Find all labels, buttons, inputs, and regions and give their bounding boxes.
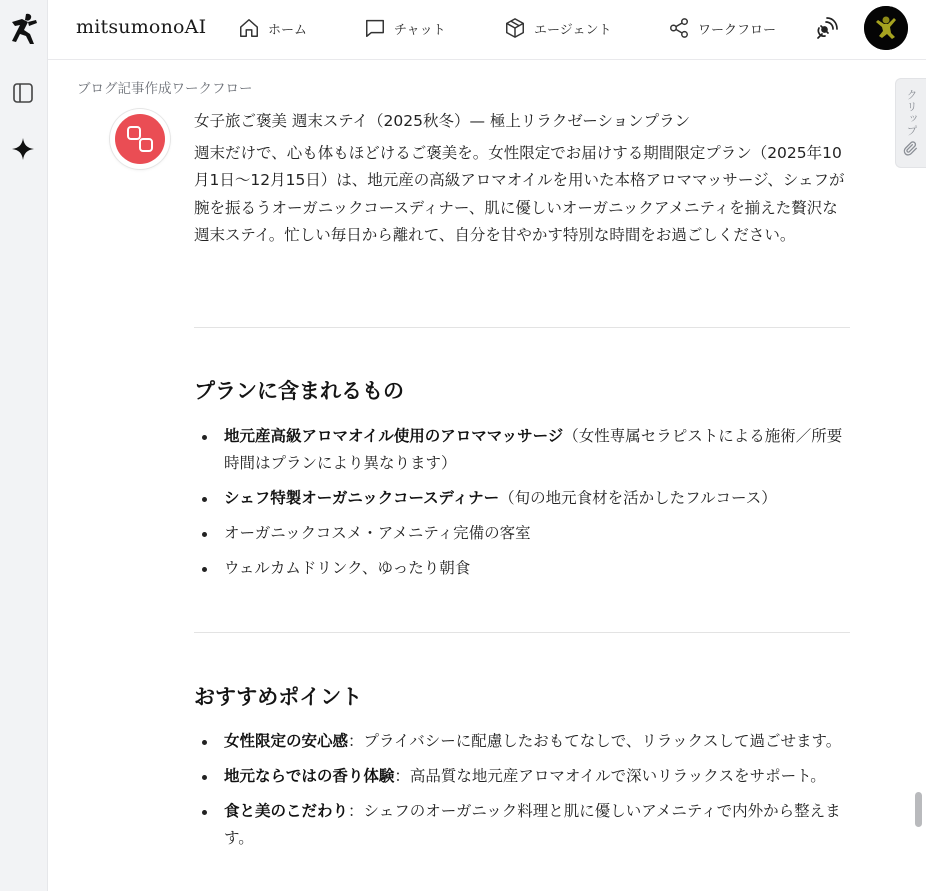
scrollbar-thumb[interactable]	[915, 792, 922, 827]
top-header	[48, 0, 926, 60]
nav-chat[interactable]	[364, 16, 446, 40]
clip-tab[interactable]	[895, 78, 926, 168]
brand-name[interactable]: mitsumonoAI	[76, 16, 207, 38]
clip-tab-label: クリップ	[905, 89, 918, 137]
list-item-bold: シェフ特製オーガニックコースディナー	[224, 489, 500, 507]
message-title: 女子旅ご褒美 週末ステイ（2025秋冬）— 極上リラクゼーションプラン	[194, 112, 691, 130]
satellite-icon[interactable]	[814, 16, 838, 42]
list-item	[194, 520, 850, 547]
list-item-text: ：高品質な地元産アロマオイルで深いリラックスをサポート。	[394, 767, 826, 785]
list-item	[194, 423, 850, 477]
scrollbar-track[interactable]	[911, 170, 926, 891]
share-nodes-icon	[668, 17, 690, 39]
message-body: 週末だけで、心も体もほどけるご褒美を。女性限定でお届けする期間限定プラン（2025年10月1日〜12月15日）は、地元産の高級アロマオイルを用いた本格アロママッサージ、シェフが腕を振るうオーガニックコースディナー、肌に優しいオーガニックアメニティを揃えた贅沢な週末ステイ。忙しい毎日から離れて、自分を甘やかす特別な時間をお過ごしください。	[194, 143, 845, 244]
recommend-list	[194, 728, 850, 860]
nav-workflow-label: ワークフロー	[698, 22, 777, 38]
avatar-figure-icon	[864, 6, 908, 50]
list-item-bold: 地元ならではの香り体験	[224, 767, 395, 785]
nav-home-label: ホーム	[268, 22, 308, 38]
breadcrumb[interactable]: ブログ記事作成ワークフロー	[77, 81, 253, 97]
list-item-text: （旬の地元食材を活かしたフルコース）	[499, 489, 777, 507]
section-heading-recommend: おすすめポイント	[194, 685, 363, 709]
nav-chat-label: チャット	[394, 22, 446, 38]
list-item	[194, 555, 850, 582]
assistant-message	[194, 108, 850, 250]
list-item-text: オーガニックコスメ・アメニティ完備の客室	[224, 524, 531, 542]
list-item-text: ：プライバシーに配慮したおもてなしで、リラックスして過ごせます。	[348, 732, 842, 750]
cube-icon	[504, 17, 526, 39]
list-item	[194, 763, 850, 790]
chat-icon	[364, 17, 386, 39]
home-icon	[238, 17, 260, 39]
nav-workflow[interactable]	[668, 16, 776, 40]
nav-agent-label: エージェント	[534, 22, 612, 38]
list-item	[194, 728, 850, 755]
section-divider	[194, 632, 850, 633]
section-heading-included: プランに含まれるもの	[194, 379, 404, 403]
runner-logo-icon[interactable]	[8, 12, 40, 46]
list-item-text: ：シェフのオーガニック料理と肌に優しいアメニティで内外から整えます。	[224, 802, 841, 847]
list-item-bold: 地元産高級アロマオイル使用のアロママッサージ	[224, 427, 564, 445]
workflow-bot-avatar	[110, 109, 170, 169]
sparkle-icon[interactable]	[11, 137, 35, 161]
nav-agent[interactable]	[504, 16, 611, 40]
nav-home[interactable]	[238, 16, 307, 40]
included-list	[194, 423, 850, 590]
list-item-bold: 食と美のこだわり	[224, 802, 349, 820]
list-item-bold: 女性限定の安心感	[224, 732, 349, 750]
list-item-text: ウェルカムドリンク、ゆったり朝食	[224, 559, 471, 577]
list-item	[194, 798, 850, 852]
user-avatar[interactable]	[864, 6, 908, 50]
left-rail	[0, 0, 48, 891]
list-item-text: （女性専属セラピストによる施術／所要時間はプランにより異なります）	[224, 427, 843, 472]
paperclip-icon	[903, 141, 919, 157]
workflow-nodes-icon	[115, 114, 165, 164]
section-divider	[194, 327, 850, 328]
list-item	[194, 485, 850, 512]
sidebar-toggle-icon[interactable]	[11, 81, 35, 105]
